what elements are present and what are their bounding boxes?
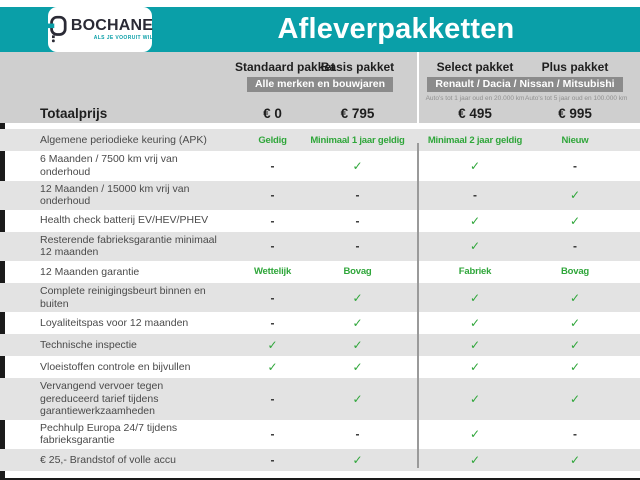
row-label: 12 Maanden garantie [40,265,140,278]
group-badges-row [0,77,640,92]
table-row [0,261,640,283]
check-icon: ✓ [267,338,278,353]
package-price-plus: € 995 [558,106,592,122]
row-label: Vervangend vervoer tegen gereduceerd tarief tijdens garantiewerkzaamheden [40,380,164,418]
check-icon: ✓ [469,158,481,173]
value-text: Minimaal 1 jaar geldig [310,134,405,146]
package-notes-row [0,94,640,103]
group-badge-all-brands: Alle merken en bouwjaren [247,77,393,92]
value-text: Bovag [343,266,372,278]
package-price-basis: € 795 [340,106,375,122]
table-row [0,420,640,449]
dash-icon: - [270,316,275,331]
check-icon: ✓ [352,453,363,468]
group-divider-band [417,52,419,123]
dash-icon: - [355,213,360,228]
dash-icon: - [270,239,275,254]
row-label: Algemene periodieke keuring (APK) [40,134,207,147]
bochane-logo [48,7,152,52]
row-label: € 25,- Brandstof of volle accu [40,453,176,466]
check-icon: ✓ [352,316,363,331]
table-row [0,151,640,180]
package-note-plus: Auto's tot 5 jaar oud en 100.000 km [525,94,628,102]
table-row [0,449,640,471]
value-text: Fabriek [458,266,492,278]
dash-icon: - [270,290,275,305]
check-icon: ✓ [569,453,581,468]
check-icon: ✓ [569,316,581,331]
check-icon: ✓ [352,158,363,173]
row-label: 12 Maanden / 15000 km vrij van onderhoud [40,182,190,208]
dash-icon: - [270,188,275,203]
table-row [0,356,640,378]
table-row [0,283,640,312]
total-price-label: Totaalprijs [40,106,108,122]
package-note-select: Auto's tot 1 jaar oud en 20.000 km [425,94,525,102]
row-label: Pechhulp Europa 24/7 tijdens fabrieksgarantie [40,421,178,447]
bochane-logo-text [71,18,153,41]
package-price-standaard: € 0 [263,106,282,122]
check-icon: ✓ [469,239,481,254]
feature-table [0,129,640,471]
dash-icon: - [473,188,477,203]
check-icon: ✓ [469,290,481,305]
check-icon: ✓ [569,360,581,375]
dash-icon: - [573,427,577,442]
row-label: Technische inspectie [40,338,137,351]
check-icon: ✓ [569,290,581,305]
check-icon: ✓ [267,360,278,375]
dash-icon: - [270,391,275,406]
bochane-logo-icon [47,15,67,43]
package-name-basis: Basis pakket [320,59,395,74]
group-divider-body [417,143,419,468]
logo-wordmark: BOCHANE [70,16,154,34]
package-price-select: € 495 [458,106,492,122]
package-names-row [0,52,640,75]
dash-icon: - [355,188,360,203]
dash-icon: - [270,453,275,468]
check-icon: ✓ [569,338,581,353]
app-header [0,7,640,52]
check-icon: ✓ [469,391,481,406]
check-icon: ✓ [469,453,481,468]
value-text: Geldig [258,134,287,146]
dash-icon: - [573,158,577,173]
dash-icon: - [573,239,577,254]
dash-icon: - [270,427,275,442]
group-badge-brands: Renault / Dacia / Nissan / Mitsubishi [427,77,622,92]
table-row [0,232,640,261]
dash-icon: - [270,213,275,228]
total-price-row [0,105,640,123]
value-text: Wettelijk [253,266,292,278]
dash-icon: - [270,158,275,173]
top-margin [0,0,640,7]
package-header-band [0,52,640,123]
table-row [0,181,640,210]
package-name-plus: Plus pakket [541,59,609,74]
check-icon: ✓ [469,316,481,331]
value-text: Bovag [560,266,590,278]
check-icon: ✓ [352,360,363,375]
check-icon: ✓ [569,213,581,228]
table-row [0,378,640,420]
check-icon: ✓ [469,427,481,442]
check-icon: ✓ [469,338,481,353]
logo-tagline: ALS JE VOORUIT WIL [93,34,154,41]
table-bottom-strip [0,471,640,480]
value-text: Nieuw [561,134,589,146]
package-name-select: Select pakket [436,59,514,74]
check-icon: ✓ [569,391,581,406]
row-label: Resterende fabrieksgarantie minimaal 12 maanden [40,233,217,259]
row-label: Vloeistoffen controle en bijvullen [40,360,191,373]
dash-icon: - [355,427,360,442]
package-name-standaard: Standaard pakket [235,59,336,74]
value-text: Minimaal 2 jaar geldig [427,134,523,146]
check-icon: ✓ [352,290,363,305]
row-label: 6 Maanden / 7500 km vrij van onderhoud [40,153,178,178]
check-icon: ✓ [352,338,363,353]
row-label: Complete reinigingsbeurt binnen en buiten [40,284,206,310]
table-row [0,129,640,151]
check-icon: ✓ [569,188,581,203]
table-row [0,210,640,232]
dash-icon: - [355,239,360,254]
page-title: Afleverpakketten [277,12,515,45]
check-icon: ✓ [352,391,363,406]
table-row [0,334,640,356]
table-row [0,312,640,334]
row-label: Health check batterij EV/HEV/PHEV [40,214,209,227]
check-icon: ✓ [469,213,481,228]
check-icon: ✓ [469,360,481,375]
row-label: Loyaliteitspas voor 12 maanden [40,316,189,329]
